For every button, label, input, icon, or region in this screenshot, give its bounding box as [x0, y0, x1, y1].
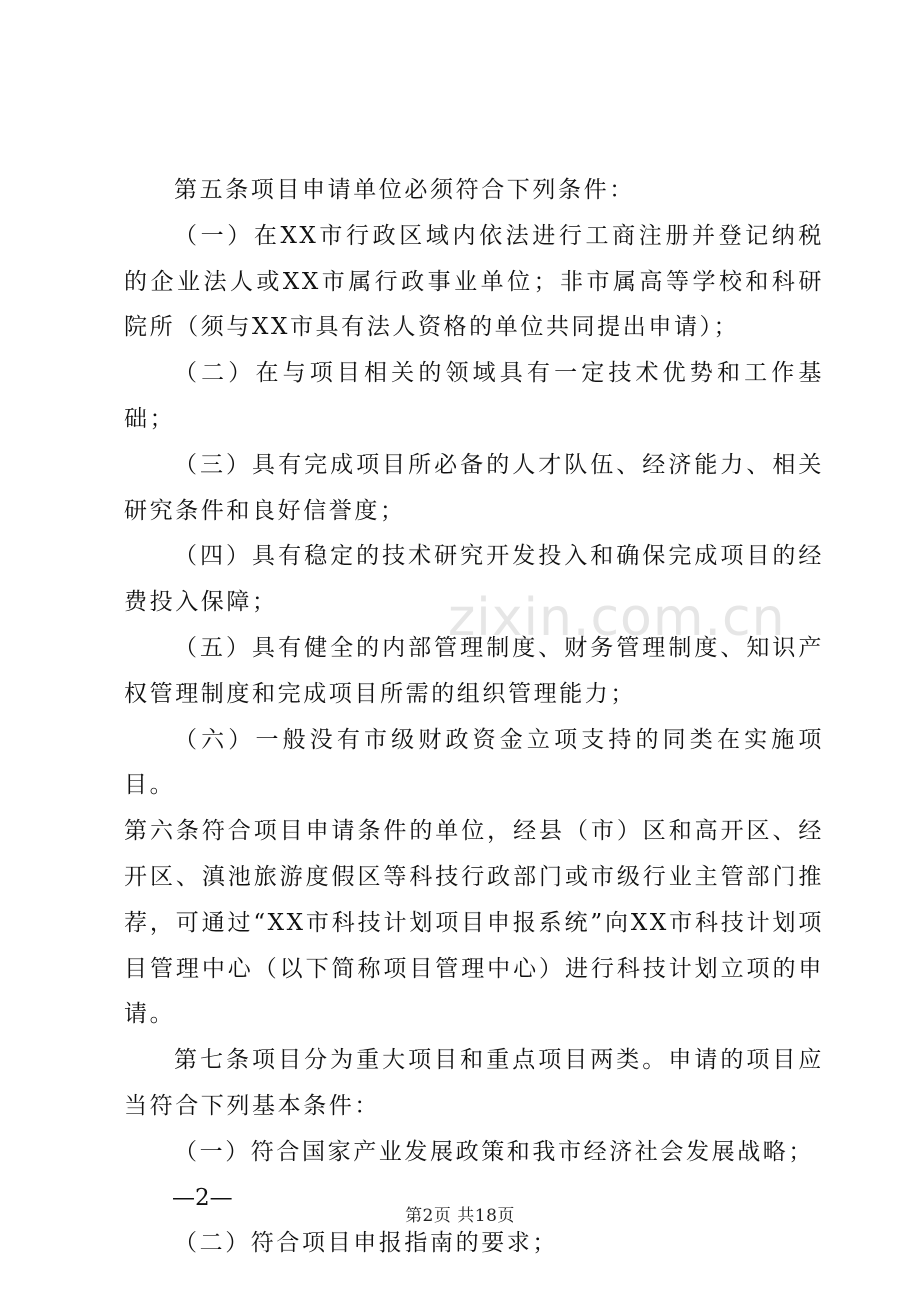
article-7-heading: 第七条项目分为重大项目和重点项目两类。申请的项目应当符合下列基本条件： [124, 1047, 824, 1119]
article-5-item-3: （三）具有完成项目所必备的人才队伍、经济能力、相关研究条件和良好信誉度； [124, 451, 824, 524]
article-7-item-1: （一）符合国家产业发展政策和我市经济社会发展战略； [174, 1138, 814, 1165]
article-5-heading: 第五条项目申请单位必须符合下列条件： [174, 177, 635, 203]
document-body [124, 168, 824, 1267]
article-5-item-5: （五）具有健全的内部管理制度、财务管理制度、知识产权管理制度和完成项目所需的组织管理能力； [124, 634, 824, 707]
article-6: 第六条符合项目申请条件的单位，经县（市）区和高开区、经开区、滇池旅游度假区等科技行政部门或市级行业主管部门推荐，可通过“XX市科技计划项目申报系统”向XX市科技计划项目管理中心（以下简称项目管理中心）进行科技计划立项的申请。 [124, 818, 824, 1028]
article-5-item-1: （一）在XX市行政区域内依法进行工商注册并登记纳税的企业法人或XX市属行政事业单位；非市属高等学校和科研院所（须与XX市具有法人资格的单位共同提出申请）； [124, 222, 824, 341]
article-7-item-2: （二）符合项目申报指南的要求； [174, 1230, 558, 1257]
article-5-item-2: （二）在与项目相关的领域具有一定技术优势和工作基础； [124, 360, 824, 432]
article-5-item-6: （六）一般没有市级财政资金立项支持的同类在实施项目。 [124, 726, 824, 799]
article-5-item-4: （四）具有稳定的技术研究开发投入和确保完成项目的经费投入保障； [124, 543, 824, 616]
inline-page-number: —2— [172, 1184, 233, 1211]
watermark: zixin.com.cn [448, 588, 786, 648]
page-footer: 第2页 共18页 [405, 1206, 515, 1226]
